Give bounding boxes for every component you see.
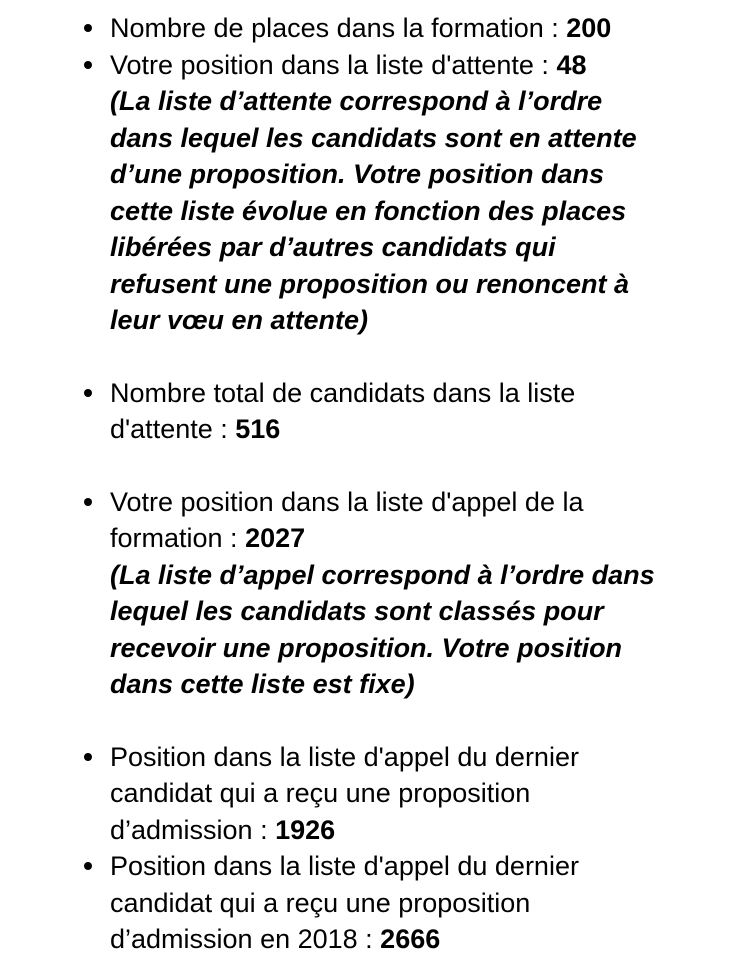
item-value: 1926 (275, 814, 336, 845)
bullet-icon (84, 61, 92, 69)
waitlist-info-list (84, 10, 666, 958)
bullet-icon (84, 753, 92, 761)
list-item (84, 848, 666, 958)
item-value: 516 (235, 414, 281, 444)
bullet-icon (84, 498, 92, 506)
item-note: (La liste d’attente correspond à l’ordre dans lequel les candidats sont en attente d’une proposition. Votre position dans cette liste évolue en fonction des places libérées par d’autres candidats qui refusent une proposition ou renoncent à leur vœu en attente) (110, 86, 637, 335)
item-label: Nombre de places dans la formation : (110, 13, 567, 43)
item-value: 48 (556, 49, 587, 80)
bullet-icon (84, 389, 92, 397)
list-item (84, 47, 666, 339)
item-value: 200 (566, 13, 612, 43)
item-label: Position dans la liste d'appel du dernier candidat qui a reçu une proposition d’admission en 2018 : (110, 851, 579, 954)
item-label: Votre position dans la liste d'attente : (110, 49, 557, 80)
list-item (84, 10, 666, 47)
item-value: 2027 (245, 523, 306, 553)
list-item (84, 484, 666, 703)
bullet-icon (84, 862, 92, 870)
item-value: 2666 (380, 924, 441, 954)
item-label: Votre position dans la liste d'appel de la formation : (110, 486, 584, 553)
item-label: Nombre total de candidats dans la liste d'attente : (110, 377, 576, 444)
item-label: Position dans la liste d'appel du dernier candidat qui a reçu une proposition d’admission : (110, 741, 579, 845)
item-note: (La liste d’appel correspond à l’ordre dans lequel les candidats sont classés pour recevoir une proposition. Votre position dans cette liste est fixe) (110, 559, 655, 699)
bullet-icon (84, 24, 92, 32)
list-item (84, 739, 666, 849)
admission-stats-panel (84, 10, 684, 958)
list-item (84, 375, 666, 448)
